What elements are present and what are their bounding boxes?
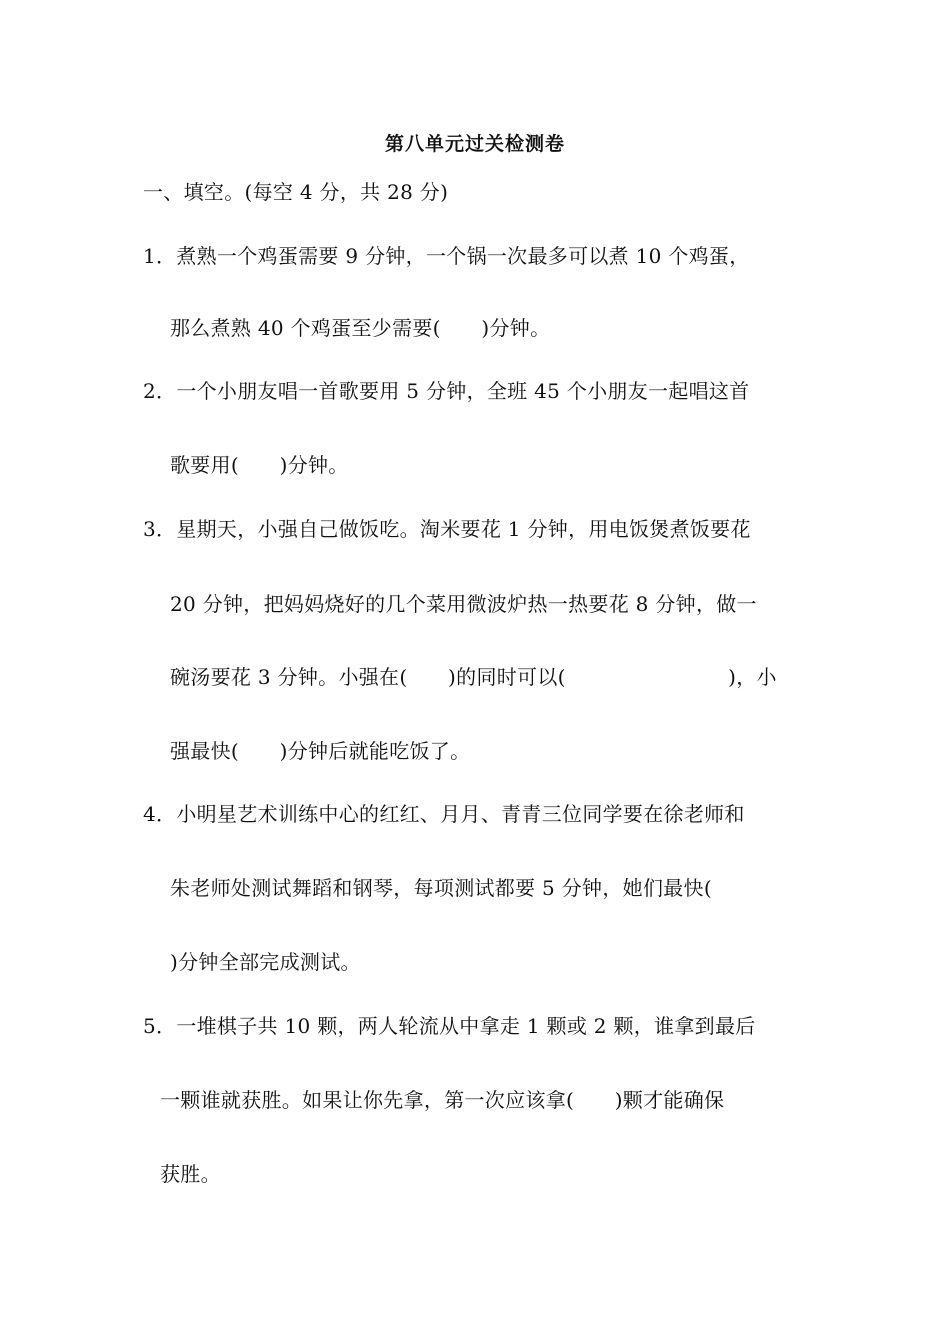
question-4-line-3: )分钟全部完成测试。	[170, 950, 361, 974]
question-5-line-2: 一颗谁就获胜。如果让你先拿，第一次应该拿( )颗才能确保	[160, 1088, 725, 1112]
question-1-line-1: 1．煮熟一个鸡蛋需要 9 分钟，一个锅一次最多可以煮 10 个鸡蛋，	[143, 244, 750, 268]
section-heading: 一、填空。(每空 4 分，共 28 分)	[143, 180, 449, 204]
question-5-line-3: 获胜。	[160, 1162, 221, 1186]
question-3-line-1: 3．星期天，小强自己做饭吃。淘米要花 1 分钟，用电饭煲煮饭要花	[143, 517, 751, 541]
question-3-line-3: 碗汤要花 3 分钟。小强在( )的同时可以( )，小	[170, 665, 777, 689]
question-2-line-1: 2．一个小朋友唱一首歌要用 5 分钟，全班 45 个小朋友一起唱这首	[143, 379, 750, 403]
question-4-line-2: 朱老师处测试舞蹈和钢琴，每项测试都要 5 分钟，她们最快(	[170, 876, 712, 900]
question-3-line-2: 20 分钟，把妈妈烧好的几个菜用微波炉热一热要花 8 分钟，做一	[170, 592, 757, 616]
question-1-line-2: 那么煮熟 40 个鸡蛋至少需要( )分钟。	[170, 316, 551, 340]
question-3-line-4: 强最快( )分钟后就能吃饭了。	[170, 739, 471, 763]
question-4-line-1: 4．小明星艺术训练中心的红红、月月、青青三位同学要在徐老师和	[143, 802, 745, 826]
page-title: 第八单元过关检测卷	[384, 133, 565, 155]
question-5-line-1: 5．一堆棋子共 10 颗，两人轮流从中拿走 1 颗或 2 颗，谁拿到最后	[143, 1014, 756, 1038]
question-2-line-2: 歌要用( )分钟。	[170, 453, 349, 477]
